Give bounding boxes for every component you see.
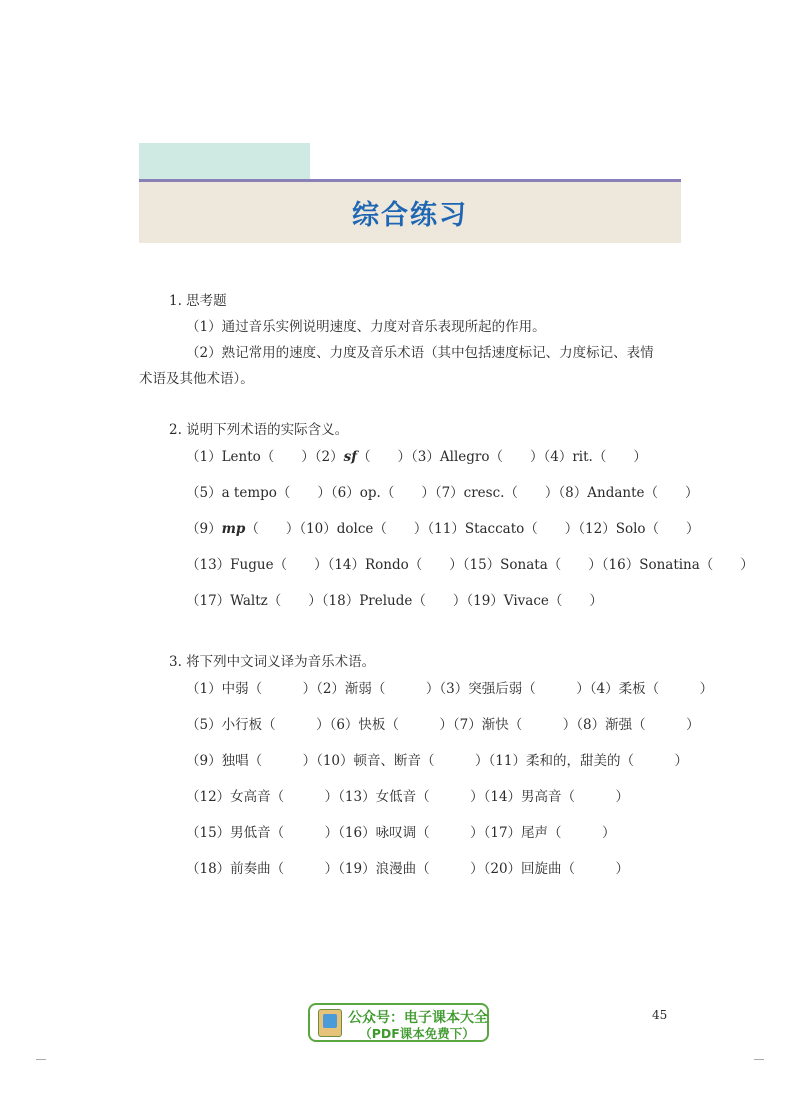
section2-row bbox=[186, 448, 647, 466]
row-text: （9） bbox=[186, 521, 222, 537]
book-icon bbox=[318, 1009, 342, 1037]
row-text: （1）Lento（ ）（2） bbox=[186, 449, 344, 465]
section1-question-1: （1）通过音乐实例说明速度、力度对音乐表现所起的作用。 bbox=[186, 319, 546, 335]
section2-row bbox=[186, 520, 700, 538]
badge-line-1: 公众号：电子课本大全 bbox=[348, 1010, 488, 1026]
section3-row: （9）独唱（ ）（10）顿音、断音（ ）（11）柔和的，甜美的（ ） bbox=[186, 753, 688, 769]
section2-row: （13）Fugue（ ）（14）Rondo（ ）（15）Sonata（ ）（16）Sonatina（ ） bbox=[186, 557, 754, 573]
section1-question-2-line1: （2）熟记常用的速度、力度及音乐术语（其中包括速度标记、力度标记、表情 bbox=[186, 345, 654, 361]
section1-heading: 1. 思考题 bbox=[169, 293, 227, 309]
section3-row: （18）前奏曲（ ）（19）浪漫曲（ ）（20）回旋曲（ ） bbox=[186, 861, 630, 877]
section3-row: （1）中弱（ ）（2）渐弱（ ）（3）突强后弱（ ）（4）柔板（ ） bbox=[186, 681, 714, 697]
section2-heading: 2. 说明下列术语的实际含义。 bbox=[169, 422, 349, 438]
section2-row: （5）a tempo（ ）（6）op.（ ）（7）cresc.（ ）（8）Andante（ ） bbox=[186, 485, 699, 501]
watermark-badge bbox=[308, 1003, 489, 1042]
title-rule bbox=[139, 179, 681, 182]
page-number: 45 bbox=[652, 1008, 668, 1022]
section3-row: （12）女高音（ ）（13）女低音（ ）（14）男高音（ ） bbox=[186, 789, 630, 805]
row-text: （ ）（3）Allegro（ ）（4）rit.（ ） bbox=[357, 449, 647, 465]
dynamic-mark-mp: mp bbox=[221, 521, 246, 537]
section3-row: （5）小行板（ ）（6）快板（ ）（7）渐快（ ）（8）渐强（ ） bbox=[186, 717, 700, 733]
dynamic-mark-sf: sf bbox=[343, 449, 358, 465]
crop-mark-left bbox=[36, 1059, 46, 1060]
section3-heading: 3. 将下列中文词义译为音乐术语。 bbox=[169, 654, 376, 670]
header-tab-block bbox=[139, 143, 310, 179]
section1-question-2-line2: 术语及其他术语）。 bbox=[139, 371, 254, 387]
page-title: 综合练习 bbox=[352, 200, 468, 231]
section3-row: （15）男低音（ ）（16）咏叹调（ ）（17）尾声（ ） bbox=[186, 825, 616, 841]
section2-row: （17）Waltz（ ）（18）Prelude（ ）（19）Vivace（ ） bbox=[186, 593, 603, 609]
row-text: （ ）（10）dolce（ ）（11）Staccato（ ）（12）Solo（ ） bbox=[245, 521, 700, 537]
crop-mark-right bbox=[754, 1059, 764, 1060]
badge-line-2: （PDF课本免费下） bbox=[359, 1026, 475, 1041]
